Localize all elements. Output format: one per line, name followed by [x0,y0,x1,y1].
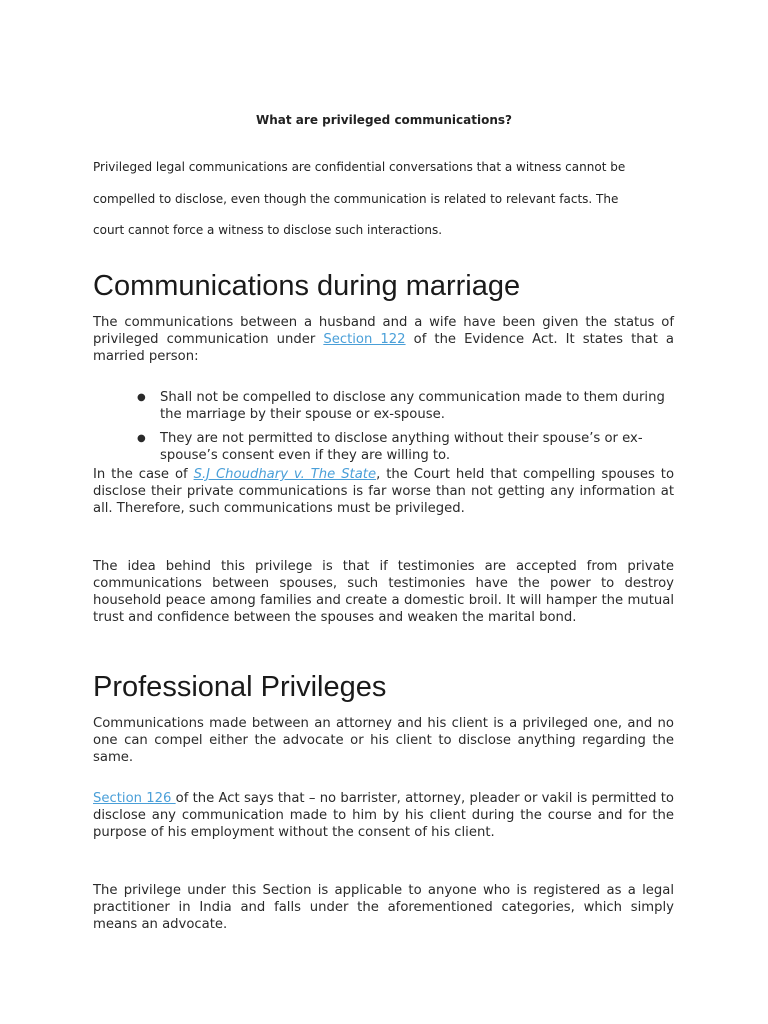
bullet-icon: ● [137,392,146,403]
bullet-text: Shall not be compelled to disclose any communication made to them during the marriage by their spouse or ex-spouse. [160,390,665,422]
list-item [93,430,674,464]
section-heading-professional: Professional Privileges [93,671,387,703]
list-item [93,389,674,423]
marriage-paragraph-1-text-a: The communications between a husband and a wife have been given the status of privileged communication under [93,315,674,347]
marriage-paragraph-3: The idea behind this privilege is that if testimonies are accepted from private communications between spouses, such testimonies have the power to destroy household peace among families and create a domestic broil. It will hamper the mutual trust and confidence between the spouses and weaken the marital bond. [93,559,674,625]
marriage-bullet-list [93,389,674,464]
marriage-paragraph-2-text-b: , the Court held that compelling spouses to disclose their private communications is far worse than not getting any information at all. Therefore, such communications must be privileged. [93,467,675,516]
marriage-paragraph-1 [93,314,674,365]
section-heading-marriage: Communications during marriage [93,270,521,302]
section-122-link[interactable]: Section 122 [323,332,406,347]
bullet-text: They are not permitted to disclose anything without their spouse’s or ex-spouse’s consent even if they are willing to. [160,431,643,463]
case-link[interactable]: S.J Choudhary v. The State [193,467,377,482]
marriage-paragraph-2-text-a: In the case of [93,467,194,482]
marriage-paragraph-2 [93,466,674,517]
bullet-icon: ● [137,433,146,444]
professional-paragraph-3: The privilege under this Section is applicable to anyone who is registered as a legal practitioner in India and falls under the aforementioned categories, which simply means an advocate. [93,883,674,932]
professional-paragraph-2 [93,790,674,841]
intro-line-1: Privileged legal communications are confidential conversations that a witness cannot be [93,160,626,174]
professional-paragraph-1: Communications made between an attorney and his client is a privileged one, and no one can compel either the advocate or his client to disclose anything regarding the same. [93,716,674,765]
page-title: What are privileged communications? [256,113,512,127]
marriage-paragraph-1-text-b: of the Evidence Act. It states that a married person: [93,332,675,364]
section-126-link[interactable]: Section 126 [93,791,176,806]
professional-paragraph-2-text: of the Act says that – no barrister, attorney, pleader or vakil is permitted to disclose any communication made to him by his client during the course and for the purpose of his employment without the consent of his client. [93,791,674,840]
intro-line-2: compelled to disclose, even though the communication is related to relevant facts. The [93,192,619,206]
intro-line-3: court cannot force a witness to disclose such interactions. [93,223,443,237]
